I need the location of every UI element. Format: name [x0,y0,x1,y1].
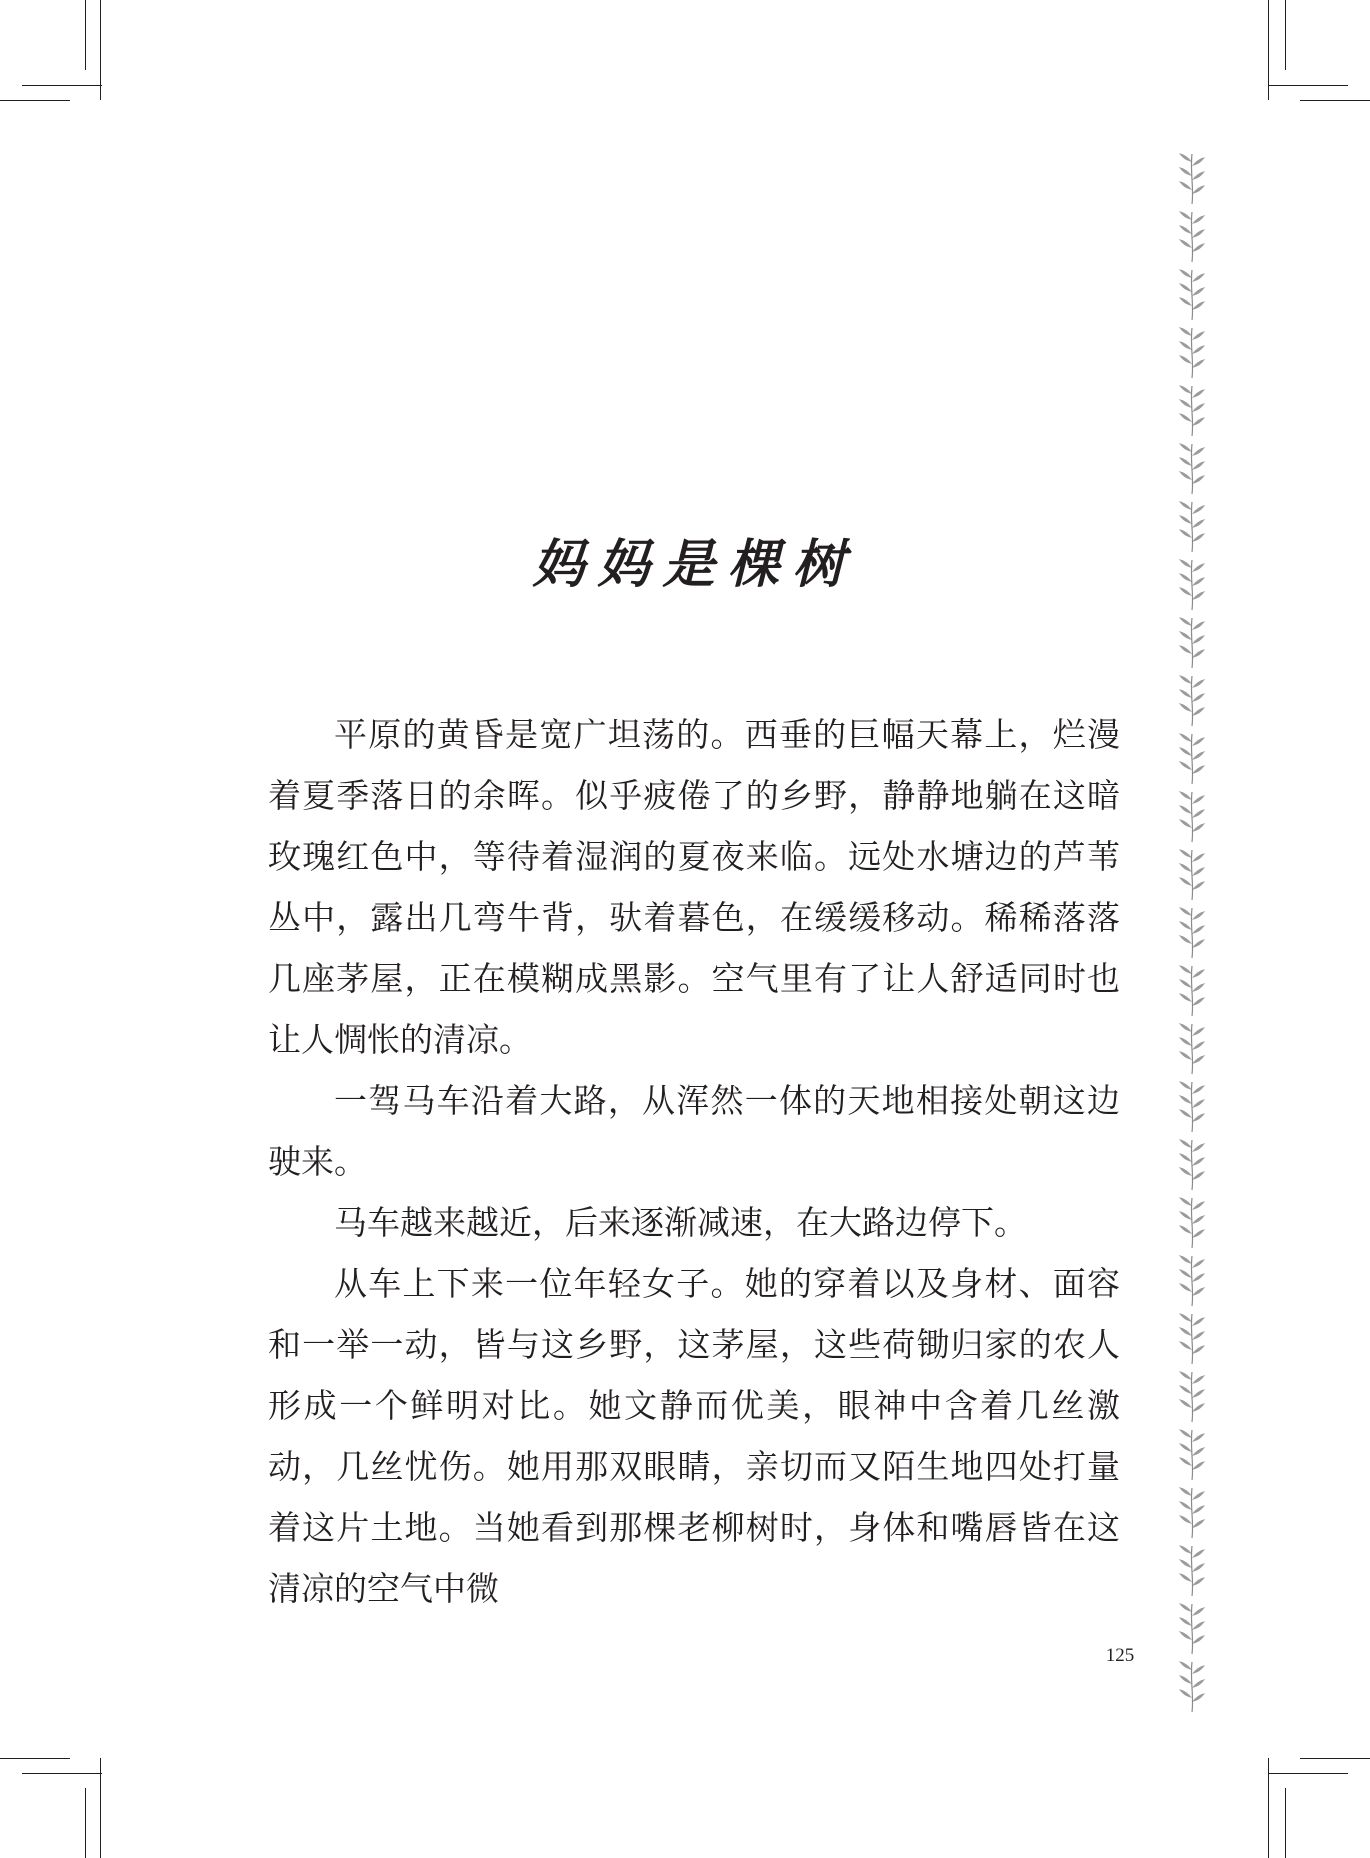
vine-segment [1179,385,1205,436]
vine-segment [1179,269,1205,320]
crop-mark-top-right-vertical-outer [1285,0,1286,70]
vine-segment [1179,1139,1205,1190]
vine-segment [1179,1661,1205,1712]
crop-mark-bottom-left-vertical-outer [85,1788,86,1858]
vine-segment [1179,1545,1205,1596]
vine-segment [1179,1487,1205,1538]
vine-segment [1179,849,1205,900]
page-number: 125 [1105,1645,1135,1666]
crop-mark-bottom-left-vertical [100,1758,101,1858]
body-text [268,704,1120,1619]
vine-segment [1179,559,1205,610]
vine-segment [1179,617,1205,668]
crop-mark-bottom-right-horizontal-inner [1300,1758,1370,1759]
vine-segment [1179,791,1205,842]
crop-mark-top-left-vertical-outer [85,0,86,70]
paragraph: 从车上下来一位年轻女子。她的穿着以及身材、面容和一举一动，皆与这乡野，这茅屋，这些荷锄归家的农人形成一个鲜明对比。她文静而优美，眼神中含着几丝激动，几丝忧伤。她用那双眼睛，亲切而又陌生地四处打量着这片土地。当她看到那棵老柳树时，身体和嘴唇皆在这清凉的空气中微 [268,1264,1120,1608]
vine-segment [1179,733,1205,784]
crop-mark-top-left-horizontal [22,85,102,86]
vine-segment [1179,443,1205,494]
vine-segment [1179,1023,1205,1074]
vine-segment [1179,501,1205,552]
crop-mark-bottom-right-vertical [1268,1758,1269,1858]
vine-segment [1179,907,1205,958]
vine-segment [1179,1603,1205,1654]
vine-segment [1179,153,1205,204]
paragraph: 一驾马车沿着大路，从浑然一体的天地相接处朝这边驶来。 [268,1081,1120,1181]
vine-border-ornament [1168,150,1216,1745]
vine-segment [1179,1429,1205,1480]
vine-segment [1179,211,1205,262]
vine-segment [1179,675,1205,726]
vine-segment [1179,327,1205,378]
paragraph: 平原的黄昏是宽广坦荡的。西垂的巨幅天幕上，烂漫着夏季落日的余晖。似乎疲倦了的乡野，静静地躺在这暗玫瑰红色中，等待着湿润的夏夜来临。远处水塘边的芦苇丛中，露出几弯牛背，驮着暮色，在缓缓移动。稀稀落落几座茅屋，正在模糊成黑影。空气里有了让人舒适同时也让人惆怅的清凉。 [268,715,1120,1059]
crop-mark-top-left-vertical [100,0,101,100]
crop-mark-bottom-right-horizontal [1268,1773,1348,1774]
vine-segment [1179,1081,1205,1132]
crop-mark-bottom-right-vertical-outer [1285,1788,1286,1858]
crop-mark-top-right-horizontal-inner [1300,100,1370,101]
vine-segment [1179,965,1205,1016]
crop-mark-top-left-horizontal-inner [0,100,70,101]
crop-mark-bottom-left-horizontal-inner [0,1758,70,1759]
vine-segment [1179,1197,1205,1248]
vine-segment [1179,1313,1205,1364]
crop-mark-top-right-vertical [1268,0,1269,100]
vine-segment [1179,1371,1205,1422]
crop-mark-top-right-horizontal [1268,85,1348,86]
chapter-title: 妈妈是棵树 [532,534,858,595]
crop-mark-bottom-left-horizontal [22,1773,102,1774]
paragraph: 马车越来越近，后来逐渐减速，在大路边停下。 [334,1203,1027,1242]
vine-segment [1179,1255,1205,1306]
